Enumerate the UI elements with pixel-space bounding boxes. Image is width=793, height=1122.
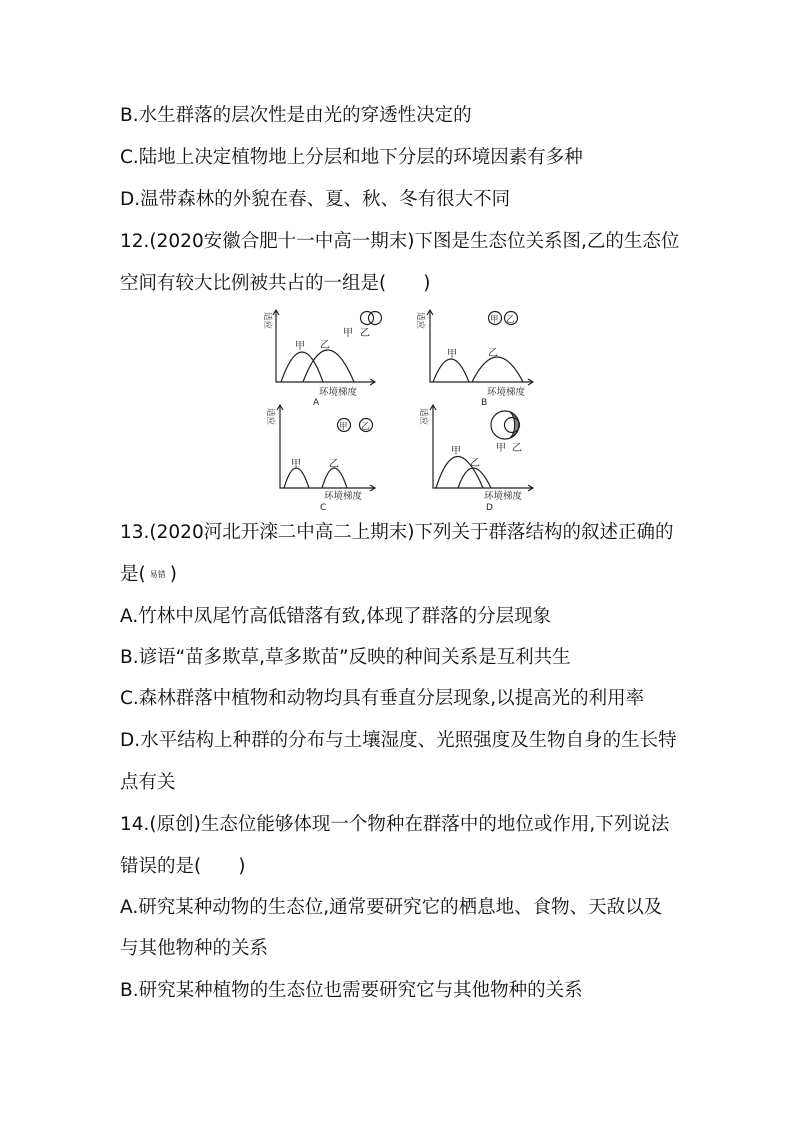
panel-d-ylabel: 适应	[418, 408, 428, 426]
panel-b-curve-a	[433, 359, 469, 382]
panel-c-venn-a-label: 甲	[339, 422, 348, 432]
panel-c-xlabel: 环境梯度	[324, 491, 363, 502]
panel-b-xlabel: 环境梯度	[487, 387, 526, 398]
panel-d-letter: D	[486, 503, 493, 513]
panel-a-curve-a-label: 甲	[295, 341, 305, 352]
question-13-stem-open: 是(	[120, 564, 146, 585]
q14-option-b: B.研究某种植物的生态位也需要研究它与其他物种的关系	[120, 980, 583, 1001]
option-c-line: C.陆地上决定植物地上分层和地下分层的环境因素有多种	[120, 147, 583, 168]
panel-b-axes	[430, 310, 533, 382]
panel-d-xlabel: 环境梯度	[484, 491, 523, 502]
panel-a-venn-b	[369, 312, 382, 325]
panel-b-chart	[427, 310, 533, 385]
panel-a-venn-b-label: 乙	[360, 328, 370, 339]
panel-b-curve-b	[472, 357, 523, 382]
panel-b-letter: B	[481, 398, 488, 408]
panel-c-curve-b-label: 乙	[329, 459, 339, 470]
question-12-line2: 空间有较大比例被共占的一组是( )	[120, 273, 431, 294]
error-prone-tag: 易错	[149, 570, 166, 579]
q13-option-d-line1: D.水平结构上种群的分布与土壤湿度、光照强度及生物自身的生长特	[120, 730, 677, 751]
question-13-stem-close: )	[169, 564, 177, 585]
panel-d-venn-b-label: 乙	[512, 443, 522, 454]
q13-option-a: A.竹林中凤尾竹高低错落有致,体现了群落的分层现象	[120, 606, 552, 627]
panel-a-curve-b-label: 乙	[320, 340, 330, 351]
panel-c-letter: C	[320, 503, 327, 513]
panel-d-curve-b-label: 乙	[470, 458, 480, 469]
panel-c-venn-b-label: 乙	[361, 422, 370, 432]
panel-d-curve-a-label: 甲	[451, 446, 461, 457]
panel-a-letter: A	[313, 398, 320, 408]
question-13-line1: 13.(2020河北开滦二中高二上期末)下列关于群落结构的叙述正确的	[120, 522, 674, 543]
panel-c-chart	[277, 405, 375, 491]
q13-option-d-line2: 点有关	[120, 772, 176, 793]
option-d-line: D.温带森林的外貌在春、夏、秋、冬有很大不同	[120, 189, 511, 210]
question-13-line2	[120, 563, 177, 587]
panel-b-curve-a-label: 甲	[447, 349, 457, 360]
question-12-line1: 12.(2020安徽合肥十一中高一期末)下图是生态位关系图,乙的生态位	[120, 231, 680, 252]
question-14-line1: 14.(原创)生态位能够体现一个物种在群落中的地位或作用,下列说法	[120, 814, 670, 835]
panel-c-curve-a-label: 甲	[291, 459, 301, 470]
q13-option-c: C.森林群落中植物和动物均具有垂直分层现象,以提高光的利用率	[120, 688, 645, 709]
panel-c-curve-a	[284, 468, 309, 488]
option-b-line: B.水生群落的层次性是由光的穿透性决定的	[120, 105, 472, 126]
panel-a-xlabel: 环境梯度	[319, 387, 358, 398]
panel-a-curve-b	[303, 350, 354, 382]
panel-c-curve-b	[322, 468, 347, 488]
panel-b-curve-b-label: 乙	[488, 348, 498, 359]
q14-option-a-line2: 与其他物种的关系	[120, 938, 269, 959]
panel-a-ylabel: 适应	[262, 312, 272, 330]
q13-option-b: B.谚语“苗多欺草,草多欺苗”反映的种间关系是互利共生	[120, 647, 571, 668]
panel-a-venn-a-label: 甲	[343, 328, 353, 339]
panel-d-venn-a-label: 甲	[496, 443, 506, 454]
panel-c-ylabel: 适应	[265, 408, 275, 426]
panel-a-venn-a	[361, 312, 374, 325]
panel-b-venn-b-label: 乙	[506, 315, 515, 325]
panel-c-axes	[280, 405, 375, 488]
panel-b-venn-a-label: 甲	[490, 315, 499, 325]
q14-option-a-line1: A.研究某种动物的生态位,通常要研究它的栖息地、食物、天敌以及	[120, 897, 663, 918]
question-14-line2: 错误的是( )	[120, 856, 246, 877]
panel-b-ylabel: 适应	[415, 312, 425, 330]
panel-d-venn-overlap	[510, 412, 519, 438]
